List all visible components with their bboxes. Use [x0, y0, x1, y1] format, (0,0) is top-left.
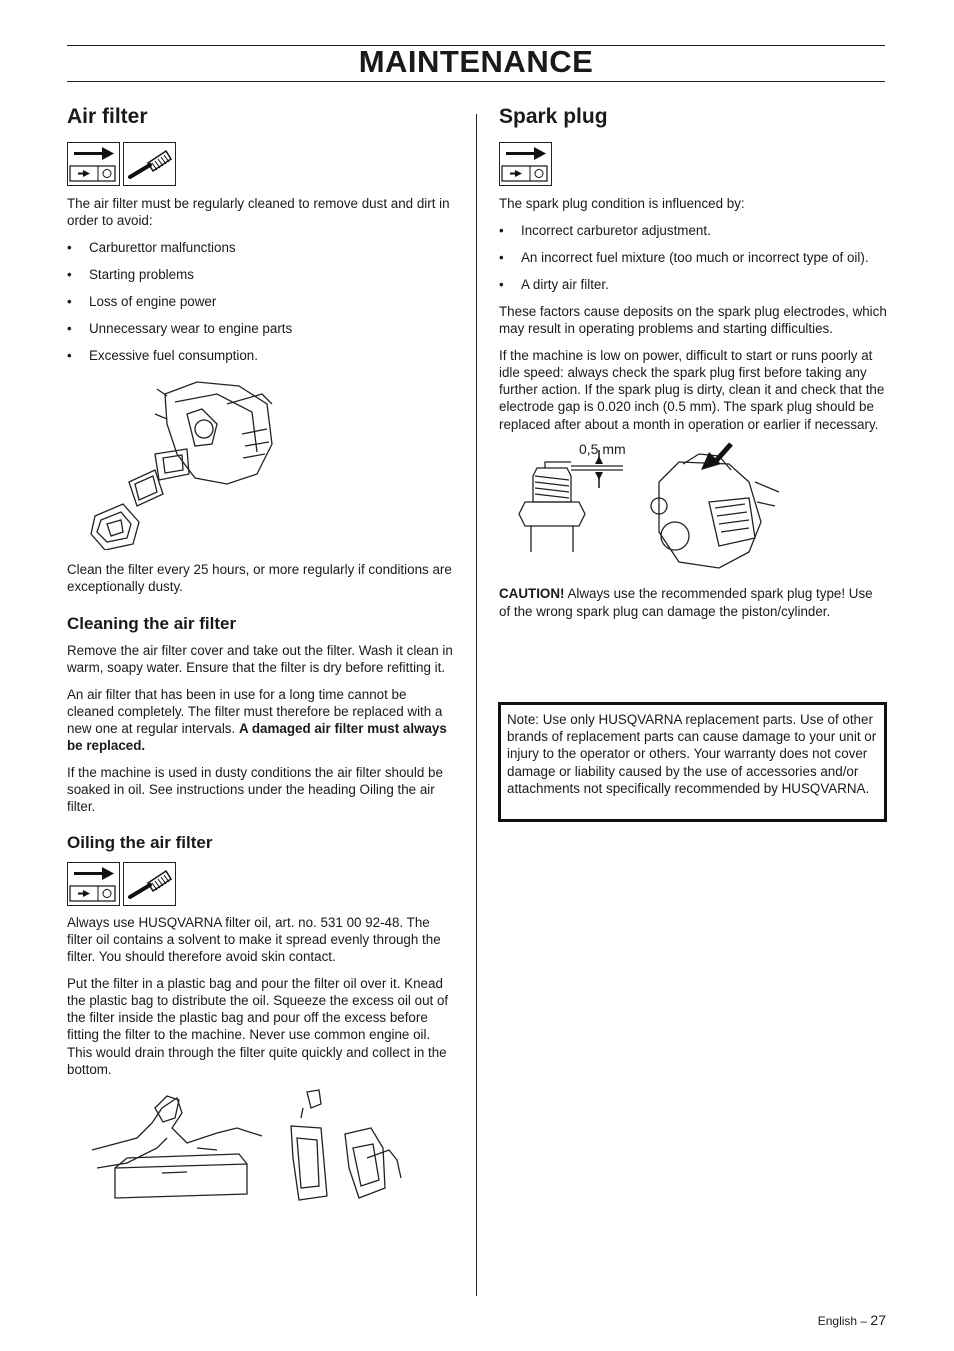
list-item: • Unnecessary wear to engine parts [67, 320, 455, 337]
right-column [499, 105, 887, 629]
oiling-illustration [67, 1088, 455, 1208]
air-filter-intro: The air filter must be regularly cleaned to remove dust and dirt in order to avoid: [67, 196, 450, 229]
caution-label: CAUTION! [499, 586, 565, 602]
list-item: • Carburettor malfunctions [67, 239, 455, 256]
interval-arrow-icon [67, 142, 120, 186]
list-item: • Incorrect carburetor adjustment. [499, 222, 887, 239]
air-filter-bullets [67, 239, 455, 364]
page-number: 27 [870, 1312, 886, 1328]
oiling-heading: Oiling the air filter [67, 832, 213, 852]
list-item: • Starting problems [67, 266, 455, 283]
note-box [498, 702, 887, 822]
cleaning-p1: Remove the air filter cover and take out the filter. Wash it clean in warm, soapy water. Ensure that the filter is dry before refitting it. [67, 642, 453, 675]
left-column [67, 105, 455, 1208]
cleaning-p2-text: An air filter that has been in use for a long time cannot be cleaned completely. The filter must therefore be replaced with a new one at regular intervals. [67, 686, 443, 737]
caution-text [499, 585, 887, 619]
cleaning-heading: Cleaning the air filter [67, 613, 237, 633]
oiling-p1: Always use HUSQVARNA filter oil, art. no. 531 00 92-48. The filter oil contains a solvent to make it spread evenly through the filter. You should therefore avoid skin contact. [67, 914, 441, 965]
footer-separator: – [857, 1314, 871, 1328]
list-item: • A dirty air filter. [499, 276, 887, 293]
spark-plug-p1: These factors cause deposits on the spark plug electrodes, which may result in operating problems and starting difficulties. [499, 303, 887, 337]
page-title: MAINTENANCE [358, 44, 594, 79]
brush-icon [123, 142, 176, 186]
spark-plug-bullets [499, 222, 887, 293]
note-text: Note: Use only HUSQVARNA replacement parts. Use of other brands of replacement parts can cause damage to your unit or injury to the operator or others. Your warranty does not cover damage or liability caused by the use of accessories and/or attachments not specifically recommended by HUSQVARNA. [507, 712, 877, 796]
spark-plug-intro: The spark plug condition is influenced by: [499, 196, 745, 212]
title-underline [67, 81, 885, 82]
cleaning-p3: If the machine is used in dusty conditions the air filter should be soaked in oil. See instructions under the heading Oiling the air filter. [67, 764, 443, 815]
list-item: • Excessive fuel consumption. [67, 347, 455, 364]
interval-arrow-icon [499, 142, 552, 186]
spark-plug-heading: Spark plug [499, 105, 608, 128]
footer-language: English [817, 1314, 858, 1328]
oiling-icons [67, 862, 455, 906]
air-filter-heading: Air filter [67, 105, 148, 128]
spark-plug-p2: If the machine is low on power, difficult to start or runs poorly at idle speed: always check the spark plug first before taking any further action. If the spark plug is dirty, clean it and check that the electrode gap is 0.020 inch (0.5 mm). The spark plug should be replaced after about a month in operation or earlier if necessary. [499, 347, 885, 432]
air-filter-icons [67, 142, 455, 186]
spark-plug-icons [499, 142, 887, 186]
cleaning-p2 [67, 686, 455, 755]
gap-label: 0,5 mm [579, 441, 626, 458]
column-divider [476, 114, 477, 1296]
oiling-p2: Put the filter in a plastic bag and pour the filter oil over it. Knead the plastic bag to distribute the oil. Squeeze the excess oil out of the filter inside the plastic bag and pour off the excess before fitting the filter to the machine. Never use common engine oil. This would drain through the filter quite quickly and collect in the bottom. [67, 975, 449, 1077]
page-footer [818, 1312, 886, 1328]
air-filter-clean-text: Clean the filter every 25 hours, or more regularly if conditions are exceptionally dusty. [67, 562, 452, 595]
brush-icon [123, 862, 176, 906]
list-item: • An incorrect fuel mixture (too much or incorrect type of oil). [499, 249, 887, 266]
interval-arrow-icon [67, 862, 120, 906]
list-item: • Loss of engine power [67, 293, 455, 310]
spark-plug-illustration [499, 442, 887, 577]
air-filter-illustration [67, 374, 455, 550]
cleaning-p2-bold: A damaged air filter must always be replaced. [67, 721, 447, 754]
caution-body: Always use the recommended spark plug type! Use of the wrong spark plug can damage the piston/cylinder. [499, 586, 873, 619]
